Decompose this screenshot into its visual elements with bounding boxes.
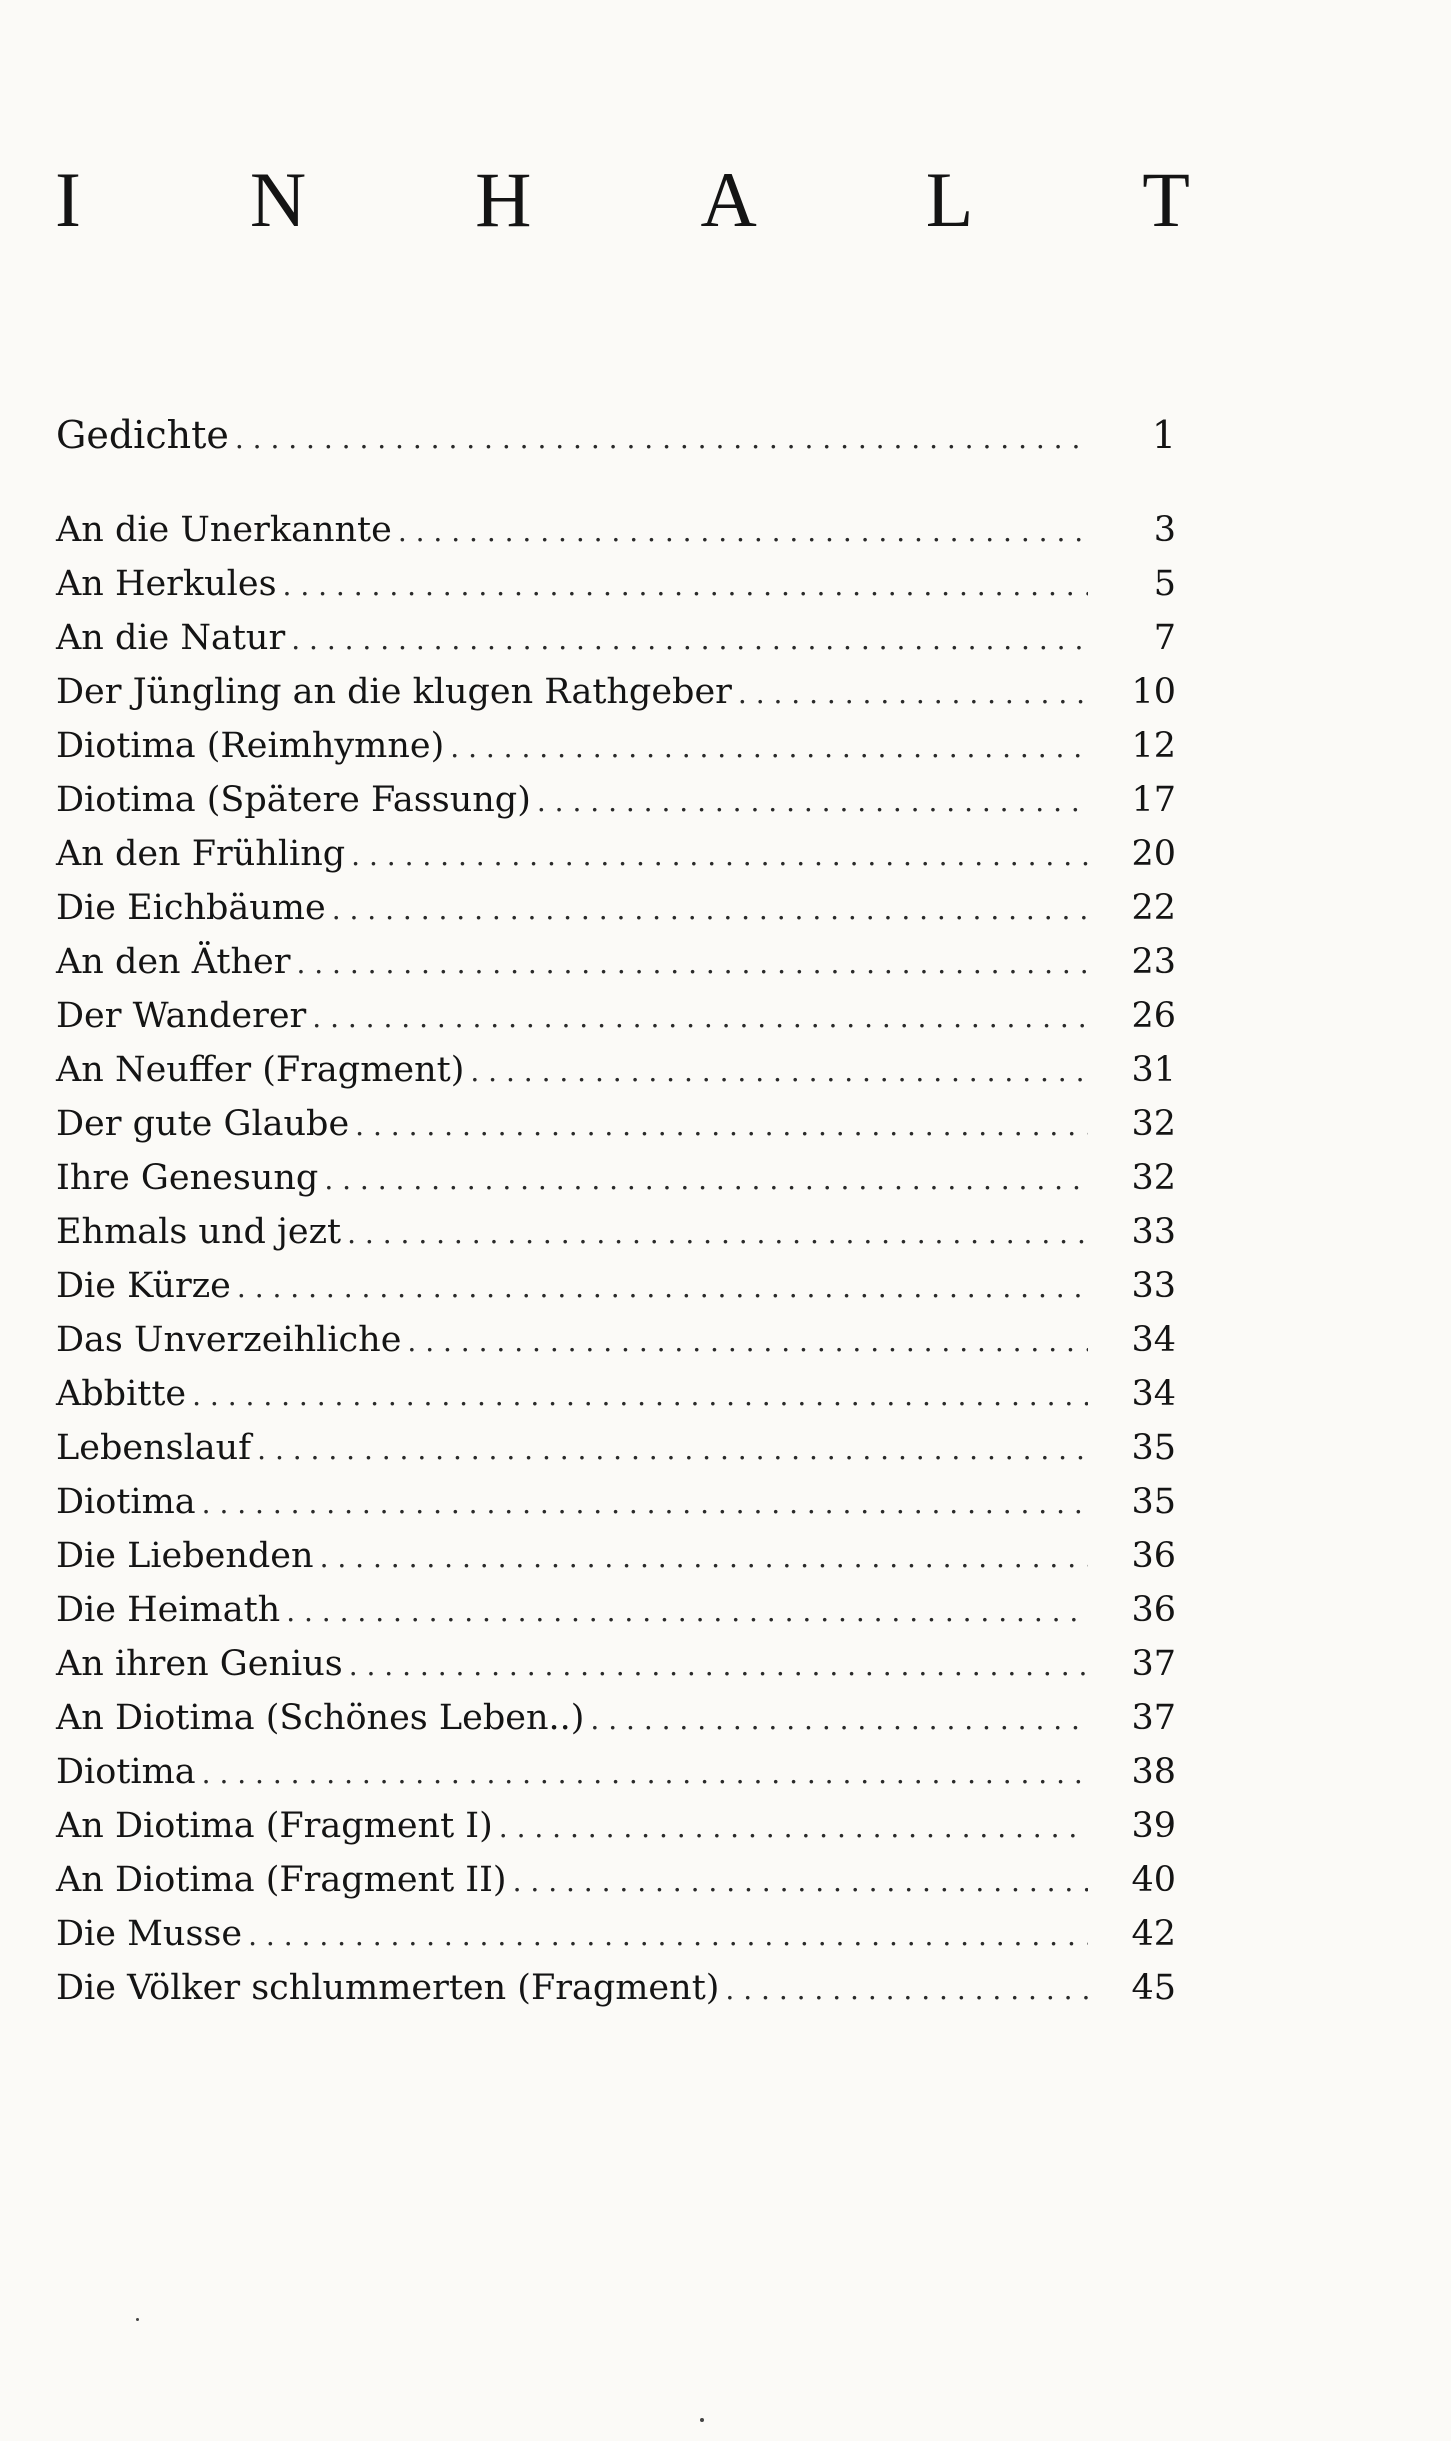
toc-title: Die Heimath bbox=[56, 1590, 281, 1630]
toc-entry bbox=[56, 613, 1176, 663]
toc-page: 26 bbox=[1131, 996, 1176, 1036]
toc-entry bbox=[56, 1207, 1176, 1257]
toc-page: 37 bbox=[1131, 1644, 1176, 1684]
dot-leader bbox=[237, 1263, 1088, 1313]
toc-entry bbox=[56, 829, 1176, 879]
toc-title: An die Unerkannte bbox=[56, 510, 392, 550]
dot-leader bbox=[324, 1155, 1088, 1205]
toc-entry bbox=[56, 1693, 1176, 1743]
toc-title: An Diotima (Fragment II) bbox=[56, 1860, 507, 1900]
toc-title: Die Liebenden bbox=[56, 1536, 314, 1576]
toc-title: Die Musse bbox=[56, 1914, 243, 1954]
toc-page: 1 bbox=[1151, 413, 1176, 457]
dot-leader bbox=[398, 507, 1088, 557]
toc-title: Der Jüngling an die klugen Rathgeber bbox=[56, 672, 732, 712]
toc-entry bbox=[56, 1315, 1176, 1365]
title-letter: N bbox=[249, 156, 307, 243]
toc-page: 5 bbox=[1153, 564, 1176, 604]
toc-title: Der gute Glaube bbox=[56, 1104, 350, 1144]
toc-page: 20 bbox=[1131, 834, 1176, 874]
toc-title: Der Wanderer bbox=[56, 996, 307, 1036]
toc-entry bbox=[56, 505, 1176, 555]
toc-page: 3 bbox=[1153, 510, 1176, 550]
toc-entry bbox=[56, 775, 1176, 825]
title-letter: I bbox=[55, 156, 81, 243]
toc-entry bbox=[56, 1045, 1176, 1095]
dot-leader bbox=[320, 1533, 1088, 1583]
toc-page: 35 bbox=[1131, 1482, 1176, 1522]
toc-title: Ihre Genesung bbox=[56, 1158, 319, 1198]
title-letter: H bbox=[475, 156, 532, 243]
dot-leader bbox=[513, 1857, 1088, 1907]
toc-title: Das Unverzeihliche bbox=[56, 1320, 402, 1360]
toc-page: 12 bbox=[1131, 726, 1176, 766]
title-letter: T bbox=[1142, 156, 1190, 243]
toc-entry bbox=[56, 1477, 1176, 1527]
toc-section-gedichte bbox=[56, 410, 1176, 460]
toc-title: Lebenslauf bbox=[56, 1428, 252, 1468]
toc-entry bbox=[56, 721, 1176, 771]
toc-entry bbox=[56, 991, 1176, 1041]
dot-leader bbox=[248, 1911, 1088, 1961]
toc-page: 38 bbox=[1131, 1752, 1176, 1792]
dot-leader bbox=[355, 1101, 1088, 1151]
toc-page: 36 bbox=[1131, 1590, 1176, 1630]
toc-page: 10 bbox=[1131, 672, 1176, 712]
toc-page: 23 bbox=[1131, 942, 1176, 982]
toc-title: Diotima (Spätere Fassung) bbox=[56, 780, 531, 820]
toc-entry bbox=[56, 1909, 1176, 1959]
toc-title: Die Eichbäume bbox=[56, 888, 326, 928]
dot-leader bbox=[537, 777, 1088, 827]
dot-leader bbox=[450, 723, 1088, 773]
toc-page: 42 bbox=[1131, 1914, 1176, 1954]
dot-leader bbox=[235, 414, 1088, 464]
dot-leader bbox=[725, 1965, 1088, 2015]
dot-leader bbox=[407, 1317, 1088, 1367]
paper-speck bbox=[700, 2418, 704, 2422]
toc-entry bbox=[56, 1639, 1176, 1689]
dot-leader bbox=[286, 1587, 1088, 1637]
dot-leader bbox=[312, 993, 1088, 1043]
toc-title: Gedichte bbox=[56, 413, 229, 457]
toc-entry bbox=[56, 1153, 1176, 1203]
dot-leader bbox=[296, 939, 1088, 989]
toc-page: 45 bbox=[1131, 1968, 1176, 2008]
dot-leader bbox=[738, 669, 1088, 719]
toc-entry bbox=[56, 1099, 1176, 1149]
dot-leader bbox=[283, 561, 1088, 611]
toc-entry bbox=[56, 1963, 1176, 2013]
title-letter: A bbox=[700, 156, 757, 243]
toc-page: 7 bbox=[1153, 618, 1176, 658]
toc-page: 32 bbox=[1131, 1158, 1176, 1198]
dot-leader bbox=[349, 1641, 1088, 1691]
toc-entry bbox=[56, 1261, 1176, 1311]
toc-page: 39 bbox=[1131, 1806, 1176, 1846]
toc-title: Die Völker schlummerten (Fragment) bbox=[56, 1968, 720, 2008]
toc-page: 40 bbox=[1131, 1860, 1176, 1900]
toc-title: Diotima bbox=[56, 1482, 196, 1522]
toc-page: 17 bbox=[1131, 780, 1176, 820]
toc-title: Ehmals und jezt bbox=[56, 1212, 342, 1252]
toc-page: 34 bbox=[1131, 1374, 1176, 1414]
dot-leader bbox=[590, 1695, 1088, 1745]
toc-title: An Diotima (Schönes Leben..) bbox=[56, 1698, 585, 1738]
title-letter: L bbox=[925, 156, 974, 243]
dot-leader bbox=[202, 1749, 1088, 1799]
toc-page: 34 bbox=[1131, 1320, 1176, 1360]
paper-speck bbox=[136, 2318, 139, 2321]
toc-title: An Neuffer (Fragment) bbox=[56, 1050, 465, 1090]
toc-entry bbox=[56, 559, 1176, 609]
toc-page: 37 bbox=[1131, 1698, 1176, 1738]
toc-title: Die Kürze bbox=[56, 1266, 231, 1306]
toc-entry bbox=[56, 1585, 1176, 1635]
toc-entry bbox=[56, 1747, 1176, 1797]
dot-leader bbox=[332, 885, 1088, 935]
dot-leader bbox=[470, 1047, 1088, 1097]
toc-page: 33 bbox=[1131, 1266, 1176, 1306]
toc-entry bbox=[56, 1423, 1176, 1473]
toc-title: Abbitte bbox=[56, 1374, 187, 1414]
toc-title: An Diotima (Fragment I) bbox=[56, 1806, 493, 1846]
toc-page: 32 bbox=[1131, 1104, 1176, 1144]
toc-entry bbox=[56, 1531, 1176, 1581]
dot-leader bbox=[347, 1209, 1088, 1259]
toc-entry bbox=[56, 1855, 1176, 1905]
toc-title: Diotima bbox=[56, 1752, 196, 1792]
toc-entry bbox=[56, 1801, 1176, 1851]
toc-entry bbox=[56, 937, 1176, 987]
toc-title: An ihren Genius bbox=[56, 1644, 343, 1684]
dot-leader bbox=[192, 1371, 1088, 1421]
toc-title: Diotima (Reimhymne) bbox=[56, 726, 445, 766]
toc-entry bbox=[56, 883, 1176, 933]
toc-title: An den Frühling bbox=[56, 834, 346, 874]
dot-leader bbox=[351, 831, 1088, 881]
toc-entry bbox=[56, 667, 1176, 717]
toc-page: 33 bbox=[1131, 1212, 1176, 1252]
toc-page: 22 bbox=[1131, 888, 1176, 928]
toc-title: An den Äther bbox=[56, 942, 291, 982]
dot-leader bbox=[291, 615, 1088, 665]
toc-entry bbox=[56, 1369, 1176, 1419]
dot-leader bbox=[499, 1803, 1088, 1853]
toc-page: 36 bbox=[1131, 1536, 1176, 1576]
toc-title: An Herkules bbox=[56, 564, 277, 604]
dot-leader bbox=[257, 1425, 1088, 1475]
toc-page: 35 bbox=[1131, 1428, 1176, 1468]
toc-page: 31 bbox=[1131, 1050, 1176, 1090]
toc-title: An die Natur bbox=[56, 618, 286, 658]
dot-leader bbox=[202, 1479, 1088, 1529]
page-title bbox=[55, 150, 1190, 250]
